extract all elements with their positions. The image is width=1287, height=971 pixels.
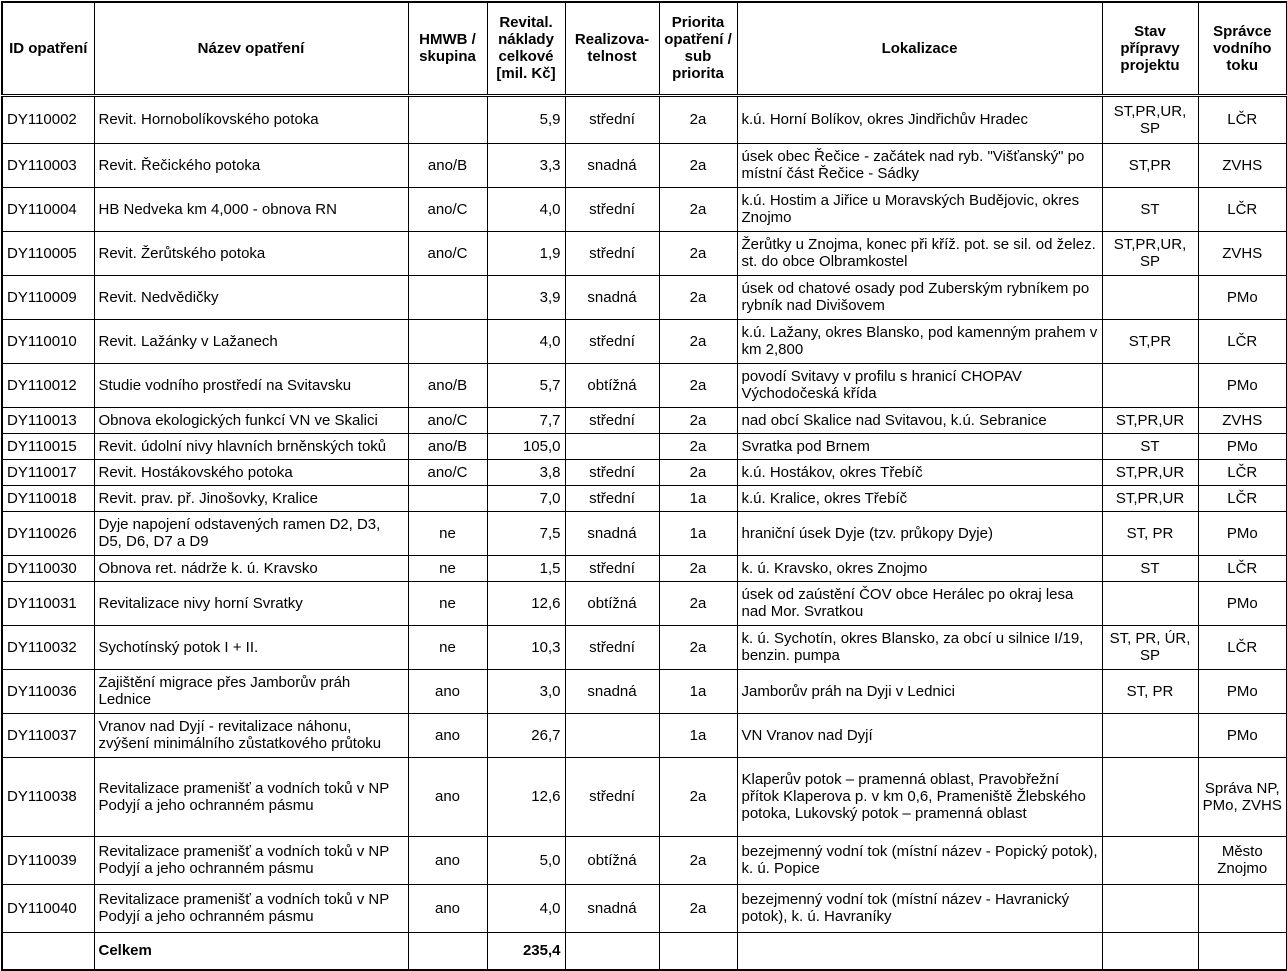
cell-status bbox=[1102, 757, 1198, 836]
cell-priority: 2a bbox=[659, 231, 737, 275]
cell-manager: PMo bbox=[1198, 511, 1287, 555]
cell-feasibility bbox=[565, 713, 659, 757]
cell-cost: 3,9 bbox=[487, 275, 565, 319]
header-id: ID opatření bbox=[2, 2, 94, 95]
cell-location: k.ú. Lažany, okres Blansko, pod kamenným prahem v km 2,800 bbox=[737, 319, 1102, 363]
cell-feasibility: střední bbox=[565, 319, 659, 363]
cell-location: Klaperův potok – pramenná oblast, Pravobřežní přítok Klaperova p. v km 0,6, Prameniště Žlebského potoka, Lukovský potok – pramenná oblast bbox=[737, 757, 1102, 836]
cell-name: Obnova ekologických funkcí VN ve Skalici bbox=[94, 407, 408, 433]
cell-name: Revit. Hornobolíkovského potoka bbox=[94, 95, 408, 143]
table-row bbox=[2, 511, 1287, 555]
cell-priority: 2a bbox=[659, 836, 737, 884]
cell-id: DY110015 bbox=[2, 433, 94, 459]
cell-status: ST,PR,UR bbox=[1102, 459, 1198, 485]
cell-hmwb: ano/B bbox=[408, 143, 487, 187]
cell-location: k. ú. Sychotín, okres Blansko, za obcí u silnice I/19, benzin. pumpa bbox=[737, 625, 1102, 669]
cell-cost: 1,9 bbox=[487, 231, 565, 275]
cell-hmwb: ano/C bbox=[408, 407, 487, 433]
cell-manager: LČR bbox=[1198, 555, 1287, 581]
table-row bbox=[2, 143, 1287, 187]
cell-cost: 7,5 bbox=[487, 511, 565, 555]
cell-manager: LČR bbox=[1198, 95, 1287, 143]
cell-cost: 5,7 bbox=[487, 363, 565, 407]
cell-manager: ZVHS bbox=[1198, 143, 1287, 187]
cell-feasibility: střední bbox=[565, 485, 659, 511]
cell-manager: LČR bbox=[1198, 625, 1287, 669]
table-row bbox=[2, 555, 1287, 581]
cell-name: Revitalizace nivy horní Svratky bbox=[94, 581, 408, 625]
cell-priority: 2a bbox=[659, 407, 737, 433]
cell-feasibility: střední bbox=[565, 407, 659, 433]
table-row bbox=[2, 485, 1287, 511]
table-row bbox=[2, 319, 1287, 363]
cell-priority: 2a bbox=[659, 625, 737, 669]
cell-name: Vranov nad Dyjí - revitalizace náhonu, zvýšení minimálního zůstatkového průtoku bbox=[94, 713, 408, 757]
cell-id: DY110030 bbox=[2, 555, 94, 581]
cell-name: Revitalizace pramenišť a vodních toků v NP Podyjí a jeho ochranném pásmu bbox=[94, 836, 408, 884]
cell-status: ST, PR, ÚR, SP bbox=[1102, 625, 1198, 669]
cell-status bbox=[1102, 713, 1198, 757]
cell-location: VN Vranov nad Dyjí bbox=[737, 713, 1102, 757]
cell-manager: Město Znojmo bbox=[1198, 836, 1287, 884]
cell-id: DY110040 bbox=[2, 884, 94, 932]
cell-status: ST bbox=[1102, 187, 1198, 231]
cell-status: ST,PR,UR, SP bbox=[1102, 95, 1198, 143]
cell-hmwb bbox=[408, 275, 487, 319]
cell-cost: 4,0 bbox=[487, 187, 565, 231]
cell-cost: 105,0 bbox=[487, 433, 565, 459]
header-hmwb: HMWB / skupina bbox=[408, 2, 487, 95]
cell-feasibility: střední bbox=[565, 187, 659, 231]
cell-feasibility: střední bbox=[565, 231, 659, 275]
cell-location: hraniční úsek Dyje (tzv. průkopy Dyje) bbox=[737, 511, 1102, 555]
header-feasibility: Realizova-telnost bbox=[565, 2, 659, 95]
cell-hmwb bbox=[408, 95, 487, 143]
cell-name: Revit. Řečického potoka bbox=[94, 143, 408, 187]
cell-id: DY110013 bbox=[2, 407, 94, 433]
total-row bbox=[2, 932, 1287, 970]
cell-id: DY110038 bbox=[2, 757, 94, 836]
cell-manager: LČR bbox=[1198, 319, 1287, 363]
cell-status: ST, PR bbox=[1102, 669, 1198, 713]
cell-name: Revit. Nedvědičky bbox=[94, 275, 408, 319]
cell-location: bezejmenný vodní tok (místní název - Popický potok), k. ú. Popice bbox=[737, 836, 1102, 884]
table-body bbox=[2, 95, 1287, 932]
cell-cost: 7,7 bbox=[487, 407, 565, 433]
cell-location: povodí Svitavy v profilu s hranicí CHOPAV Východočeská křída bbox=[737, 363, 1102, 407]
cell-status: ST, PR bbox=[1102, 511, 1198, 555]
measures-table bbox=[1, 1, 1287, 971]
cell-cost: 5,9 bbox=[487, 95, 565, 143]
table-row bbox=[2, 836, 1287, 884]
cell-feasibility: snadná bbox=[565, 669, 659, 713]
cell-hmwb: ano/C bbox=[408, 231, 487, 275]
cell-hmwb: ano/B bbox=[408, 363, 487, 407]
cell-location: bezejmenný vodní tok (místní název - Havranický potok), k. ú. Havraníky bbox=[737, 884, 1102, 932]
cell-feasibility: snadná bbox=[565, 275, 659, 319]
cell-status: ST,PR bbox=[1102, 319, 1198, 363]
cell-feasibility bbox=[565, 433, 659, 459]
cell-cost: 5,0 bbox=[487, 836, 565, 884]
cell-feasibility: obtížná bbox=[565, 836, 659, 884]
cell-cost: 26,7 bbox=[487, 713, 565, 757]
cell-hmwb: ne bbox=[408, 555, 487, 581]
cell-cost: 1,5 bbox=[487, 555, 565, 581]
cell-location: úsek od zaústění ČOV obce Herálec po okraj lesa nad Mor. Svratkou bbox=[737, 581, 1102, 625]
cell-status: ST bbox=[1102, 555, 1198, 581]
cell-location: k.ú. Kralice, okres Třebíč bbox=[737, 485, 1102, 511]
cell-name: Revit. údolní nivy hlavních brněnských toků bbox=[94, 433, 408, 459]
total-feasibility-cell bbox=[565, 932, 659, 970]
cell-cost: 4,0 bbox=[487, 884, 565, 932]
cell-hmwb: ano bbox=[408, 757, 487, 836]
table-row bbox=[2, 363, 1287, 407]
cell-location: úsek obec Řečice - začátek nad ryb. "Višťanský" po místní část Řečice - Sádky bbox=[737, 143, 1102, 187]
cell-priority: 2a bbox=[659, 757, 737, 836]
cell-priority: 1a bbox=[659, 485, 737, 511]
cell-priority: 1a bbox=[659, 669, 737, 713]
header-location: Lokalizace bbox=[737, 2, 1102, 95]
cell-cost: 12,6 bbox=[487, 581, 565, 625]
total-hmwb-cell bbox=[408, 932, 487, 970]
cell-manager bbox=[1198, 884, 1287, 932]
cell-id: DY110018 bbox=[2, 485, 94, 511]
table-row bbox=[2, 669, 1287, 713]
cell-manager: PMo bbox=[1198, 713, 1287, 757]
cell-cost: 4,0 bbox=[487, 319, 565, 363]
cell-id: DY110009 bbox=[2, 275, 94, 319]
cell-manager: LČR bbox=[1198, 459, 1287, 485]
cell-priority: 2a bbox=[659, 95, 737, 143]
cell-feasibility: obtížná bbox=[565, 363, 659, 407]
table-row bbox=[2, 459, 1287, 485]
table-row bbox=[2, 95, 1287, 143]
cell-name: Revitalizace pramenišť a vodních toků v NP Podyjí a jeho ochranném pásmu bbox=[94, 884, 408, 932]
cell-hmwb: ano bbox=[408, 884, 487, 932]
cell-cost: 12,6 bbox=[487, 757, 565, 836]
cell-hmwb bbox=[408, 319, 487, 363]
cell-manager: PMo bbox=[1198, 581, 1287, 625]
cell-status: ST,PR bbox=[1102, 143, 1198, 187]
cell-hmwb: ne bbox=[408, 625, 487, 669]
cell-name: Revitalizace pramenišť a vodních toků v NP Podyjí a jeho ochranném pásmu bbox=[94, 757, 408, 836]
cell-id: DY110012 bbox=[2, 363, 94, 407]
cell-status bbox=[1102, 275, 1198, 319]
table-row bbox=[2, 275, 1287, 319]
table-row bbox=[2, 713, 1287, 757]
cell-id: DY110032 bbox=[2, 625, 94, 669]
cell-feasibility: střední bbox=[565, 459, 659, 485]
cell-cost: 3,3 bbox=[487, 143, 565, 187]
cell-hmwb: ano bbox=[408, 713, 487, 757]
cell-feasibility: střední bbox=[565, 757, 659, 836]
table-row bbox=[2, 187, 1287, 231]
cell-id: DY110017 bbox=[2, 459, 94, 485]
cell-cost: 10,3 bbox=[487, 625, 565, 669]
cell-manager: PMo bbox=[1198, 363, 1287, 407]
cell-hmwb: ano bbox=[408, 836, 487, 884]
cell-manager: PMo bbox=[1198, 669, 1287, 713]
cell-hmwb: ano bbox=[408, 669, 487, 713]
cell-name: Zajištění migrace přes Jamborův práh Lednice bbox=[94, 669, 408, 713]
total-cost: 235,4 bbox=[487, 932, 565, 970]
cell-id: DY110004 bbox=[2, 187, 94, 231]
cell-location: Žerůtky u Znojma, konec při kříž. pot. se sil. od želez. st. do obce Olbramkostel bbox=[737, 231, 1102, 275]
cell-feasibility: snadná bbox=[565, 884, 659, 932]
cell-status bbox=[1102, 581, 1198, 625]
cell-location: k.ú. Horní Bolíkov, okres Jindřichův Hradec bbox=[737, 95, 1102, 143]
cell-feasibility: střední bbox=[565, 625, 659, 669]
cell-feasibility: snadná bbox=[565, 143, 659, 187]
cell-priority: 2a bbox=[659, 275, 737, 319]
total-label: Celkem bbox=[94, 932, 408, 970]
cell-priority: 2a bbox=[659, 884, 737, 932]
cell-id: DY110002 bbox=[2, 95, 94, 143]
cell-name: Revit. Hostákovského potoka bbox=[94, 459, 408, 485]
cell-status: ST,PR,UR bbox=[1102, 407, 1198, 433]
cell-feasibility: obtížná bbox=[565, 581, 659, 625]
cell-cost: 3,0 bbox=[487, 669, 565, 713]
table-row bbox=[2, 231, 1287, 275]
cell-location: k.ú. Hostim a Jiřice u Moravských Budějovic, okres Znojmo bbox=[737, 187, 1102, 231]
cell-status bbox=[1102, 363, 1198, 407]
cell-id: DY110036 bbox=[2, 669, 94, 713]
table-row bbox=[2, 407, 1287, 433]
cell-manager: ZVHS bbox=[1198, 407, 1287, 433]
total-priority-cell bbox=[659, 932, 737, 970]
cell-id: DY110010 bbox=[2, 319, 94, 363]
cell-manager: Správa NP, PMo, ZVHS bbox=[1198, 757, 1287, 836]
cell-name: Studie vodního prostředí na Svitavsku bbox=[94, 363, 408, 407]
cell-feasibility: střední bbox=[565, 95, 659, 143]
cell-priority: 2a bbox=[659, 433, 737, 459]
cell-manager: PMo bbox=[1198, 275, 1287, 319]
table-row bbox=[2, 884, 1287, 932]
cell-priority: 2a bbox=[659, 581, 737, 625]
header-status: Stav přípravy projektu bbox=[1102, 2, 1198, 95]
cell-hmwb: ano/C bbox=[408, 187, 487, 231]
header-row bbox=[2, 2, 1287, 95]
cell-location: úsek od chatové osady pod Zuberským rybníkem po rybník nad Divišovem bbox=[737, 275, 1102, 319]
cell-id: DY110003 bbox=[2, 143, 94, 187]
cell-location: nad obcí Skalice nad Svitavou, k.ú. Sebranice bbox=[737, 407, 1102, 433]
cell-cost: 3,8 bbox=[487, 459, 565, 485]
cell-status: ST bbox=[1102, 433, 1198, 459]
table-row bbox=[2, 433, 1287, 459]
cell-id: DY110005 bbox=[2, 231, 94, 275]
cell-priority: 2a bbox=[659, 187, 737, 231]
cell-name: Dyje napojení odstavených ramen D2, D3, D5, D6, D7 a D9 bbox=[94, 511, 408, 555]
cell-id: DY110039 bbox=[2, 836, 94, 884]
cell-manager: LČR bbox=[1198, 187, 1287, 231]
cell-id: DY110037 bbox=[2, 713, 94, 757]
cell-status bbox=[1102, 836, 1198, 884]
cell-status bbox=[1102, 884, 1198, 932]
cell-location: Svratka pod Brnem bbox=[737, 433, 1102, 459]
cell-manager: ZVHS bbox=[1198, 231, 1287, 275]
cell-status: ST,PR,UR, SP bbox=[1102, 231, 1198, 275]
cell-priority: 2a bbox=[659, 555, 737, 581]
cell-name: Revit. Lažánky v Lažanech bbox=[94, 319, 408, 363]
cell-location: k.ú. Hostákov, okres Třebíč bbox=[737, 459, 1102, 485]
cell-name: Revit. prav. př. Jinošovky, Kralice bbox=[94, 485, 408, 511]
cell-name: Revit. Žerůtského potoka bbox=[94, 231, 408, 275]
total-location-cell bbox=[737, 932, 1102, 970]
cell-priority: 1a bbox=[659, 511, 737, 555]
cell-priority: 2a bbox=[659, 143, 737, 187]
cell-hmwb: ano/C bbox=[408, 459, 487, 485]
cell-priority: 2a bbox=[659, 319, 737, 363]
cell-id: DY110031 bbox=[2, 581, 94, 625]
table-row bbox=[2, 625, 1287, 669]
cell-id: DY110026 bbox=[2, 511, 94, 555]
total-status-cell bbox=[1102, 932, 1198, 970]
cell-name: HB Nedveka km 4,000 - obnova RN bbox=[94, 187, 408, 231]
cell-feasibility: snadná bbox=[565, 511, 659, 555]
cell-status: ST,PR,UR bbox=[1102, 485, 1198, 511]
header-cost: Revital. náklady celkové [mil. Kč] bbox=[487, 2, 565, 95]
cell-location: Jamborův práh na Dyji v Lednici bbox=[737, 669, 1102, 713]
table-row bbox=[2, 581, 1287, 625]
cell-hmwb bbox=[408, 485, 487, 511]
cell-cost: 7,0 bbox=[487, 485, 565, 511]
cell-feasibility: střední bbox=[565, 555, 659, 581]
cell-location: k. ú. Kravsko, okres Znojmo bbox=[737, 555, 1102, 581]
cell-priority: 2a bbox=[659, 459, 737, 485]
header-manager: Správce vodního toku bbox=[1198, 2, 1287, 95]
cell-hmwb: ano/B bbox=[408, 433, 487, 459]
cell-priority: 2a bbox=[659, 363, 737, 407]
cell-hmwb: ne bbox=[408, 581, 487, 625]
header-priority: Priorita opatření / sub priorita bbox=[659, 2, 737, 95]
cell-name: Obnova ret. nádrže k. ú. Kravsko bbox=[94, 555, 408, 581]
cell-manager: PMo bbox=[1198, 433, 1287, 459]
table-row bbox=[2, 757, 1287, 836]
total-manager-cell bbox=[1198, 932, 1287, 970]
cell-priority: 1a bbox=[659, 713, 737, 757]
cell-name: Sychotínský potok I + II. bbox=[94, 625, 408, 669]
header-name: Název opatření bbox=[94, 2, 408, 95]
total-id-cell bbox=[2, 932, 94, 970]
cell-manager: LČR bbox=[1198, 485, 1287, 511]
cell-hmwb: ne bbox=[408, 511, 487, 555]
